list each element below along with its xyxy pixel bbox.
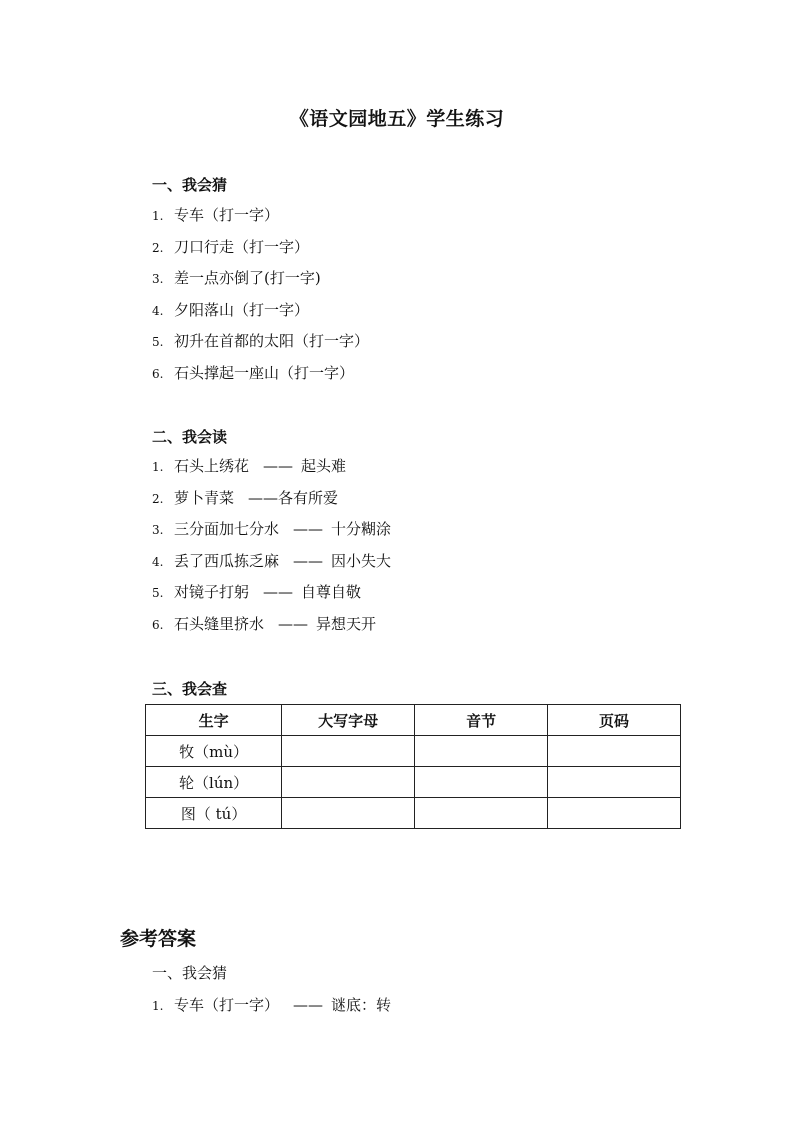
dash: ——	[293, 520, 324, 538]
item-number: 3.	[152, 523, 164, 537]
answers-subheading: 一、我会猜	[152, 964, 228, 982]
item-number: 2.	[152, 240, 164, 255]
saying-answer: 十分糊涂	[331, 520, 392, 538]
riddle-item	[152, 358, 369, 390]
section-heading-read: 二、我会读	[152, 428, 228, 446]
table-row	[146, 798, 681, 829]
item-number: 6.	[152, 617, 164, 632]
riddle-item	[152, 232, 369, 264]
riddle-item	[152, 326, 369, 358]
table-row	[146, 767, 681, 798]
saying-phrase: 石头上绣花	[174, 457, 250, 475]
item-number: 6.	[152, 366, 164, 381]
answer-cell[interactable]	[282, 736, 415, 767]
character-cell: 轮（lún）	[146, 767, 282, 798]
answer-solution: 谜底：转	[331, 996, 392, 1014]
riddle-list	[152, 200, 369, 389]
dash: ——	[263, 583, 294, 601]
saying-answer: 异想天开	[316, 614, 377, 633]
saying-list	[152, 451, 391, 640]
item-number: 5.	[152, 335, 164, 349]
saying-phrase: 石头缝里挤水	[174, 614, 265, 633]
answers-list	[152, 990, 391, 1022]
item-number: 4.	[152, 303, 164, 318]
column-header: 页码	[548, 705, 681, 736]
item-number: 4.	[152, 554, 164, 569]
table-header-row	[146, 705, 681, 736]
lookup-table	[145, 704, 681, 829]
column-header: 大写字母	[282, 705, 415, 736]
riddle-item	[152, 200, 369, 232]
answer-cell[interactable]	[415, 798, 548, 829]
saying-answer: 自尊自敬	[301, 583, 362, 601]
section-heading-lookup: 三、我会查	[152, 680, 228, 698]
column-header: 生字	[146, 705, 282, 736]
riddle-text: 刀口行走（打一字）	[174, 237, 310, 256]
item-number: 2.	[152, 491, 164, 506]
answer-cell[interactable]	[415, 767, 548, 798]
character-cell: 图（ tú）	[146, 798, 282, 829]
character-cell: 牧（mù）	[146, 736, 282, 767]
saying-item	[152, 451, 391, 483]
saying-answer: 因小失大	[331, 551, 392, 570]
riddle-text: 差一点亦倒了(打一字)	[174, 269, 321, 287]
riddle-text: 石头撑起一座山（打一字）	[174, 363, 355, 382]
answer-cell[interactable]	[415, 736, 548, 767]
saying-phrase: 萝卜青菜	[174, 488, 235, 507]
riddle-item	[152, 295, 369, 327]
answer-cell[interactable]	[548, 798, 681, 829]
answers-title: 参考答案	[120, 928, 197, 950]
section-heading-guess: 一、我会猜	[152, 176, 228, 194]
saying-phrase: 三分面加七分水	[174, 520, 280, 538]
saying-phrase: 对镜子打躬	[174, 583, 250, 601]
dash: ——	[248, 488, 279, 507]
dash: ——	[293, 551, 324, 570]
item-number: 3.	[152, 272, 164, 286]
document-title: 《语文园地五》学生练习	[289, 108, 505, 130]
answer-riddle: 专车（打一字）	[174, 996, 280, 1014]
saying-item	[152, 546, 391, 578]
answer-cell[interactable]	[282, 767, 415, 798]
saying-item	[152, 577, 391, 609]
dash: ——	[278, 614, 309, 633]
saying-item	[152, 609, 391, 641]
dash: ——	[263, 457, 294, 475]
riddle-item	[152, 263, 369, 295]
saying-item	[152, 514, 391, 546]
dash: ——	[293, 996, 324, 1014]
saying-answer: 起头难	[301, 457, 347, 475]
item-number: 5.	[152, 586, 164, 600]
riddle-text: 初升在首都的太阳（打一字）	[174, 332, 370, 350]
saying-answer: 各有所爱	[278, 488, 339, 507]
table-row	[146, 736, 681, 767]
answer-cell[interactable]	[548, 736, 681, 767]
item-number: 1.	[152, 999, 164, 1013]
item-number: 1.	[152, 209, 164, 223]
item-number: 1.	[152, 460, 164, 474]
saying-item	[152, 483, 391, 515]
saying-phrase: 丢了西瓜拣乏麻	[174, 551, 280, 570]
answer-cell[interactable]	[282, 798, 415, 829]
answer-item	[152, 990, 391, 1022]
riddle-text: 夕阳落山（打一字）	[174, 300, 310, 319]
riddle-text: 专车（打一字）	[174, 206, 280, 224]
answer-cell[interactable]	[548, 767, 681, 798]
column-header: 音节	[415, 705, 548, 736]
